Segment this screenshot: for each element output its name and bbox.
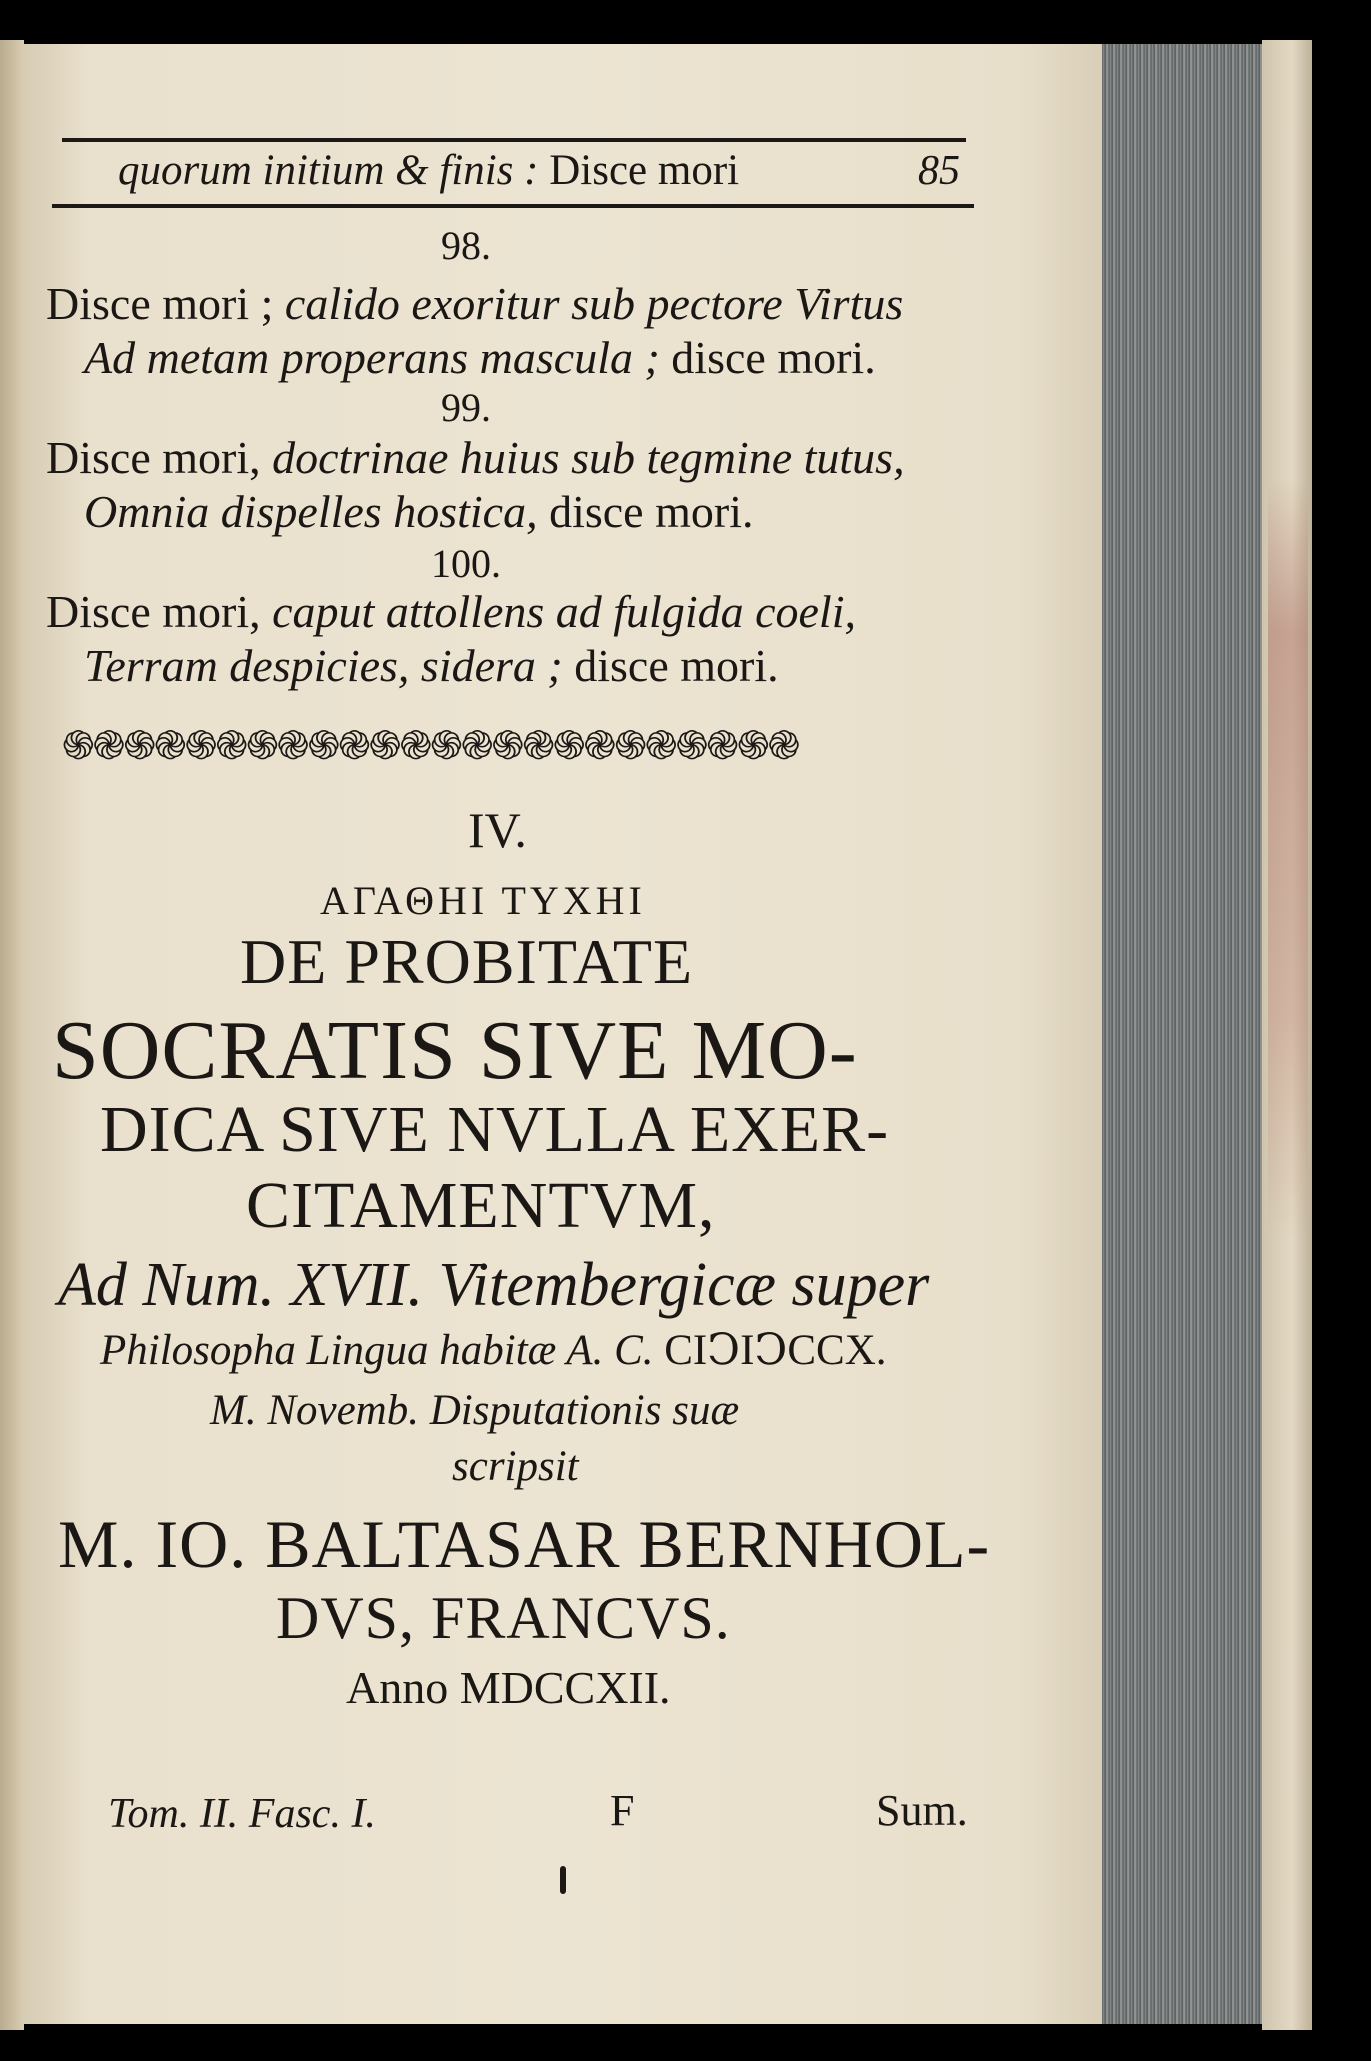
subtitle-italic: Philosopha Lingua habitæ A. C. [100,1327,665,1374]
verse-text-italic: Omnia dispelles hostica, [84,486,550,537]
verse-text-italic: doctrinae huius sub tegmine tutus, [272,432,905,483]
catchword: Sum. [876,1786,968,1835]
verse-text-roman: Disce mori, [46,586,273,637]
greek-invocation: ΑΓΑΘΗΙ ΤΥΧΗΙ [320,878,646,923]
verse-line [84,638,779,694]
verse-text-roman: disce mori. [671,332,876,383]
verse-text-italic: calido exoritur sub pectore Virtus [284,278,904,329]
title-line: SOCRATIS SIVE MO- [52,1004,858,1097]
verse-number: 99. [441,385,491,430]
verse-line [84,484,753,540]
printer-mark [560,1866,566,1894]
subtitle-roman: CIↃIↃCCX. [664,1327,887,1374]
signature-letter: F [610,1786,635,1835]
verse-text-italic: Ad metam properans mascula ; [84,332,672,383]
title-line: CITAMENTVM, [246,1169,716,1242]
subtitle-line [100,1324,887,1378]
publication-year: Anno MDCCXII. [346,1662,671,1713]
volume-reference: Tom. II. Fasc. I. [108,1791,376,1837]
typographic-ornament-band: ֍֎֍֎֍֎֍֎֍֎֍֎֍֎֍֎֍֎֍֎֍֎֍֎ [62,722,799,769]
verse-text-roman: Disce mori ; [46,278,285,329]
header-top-rule [62,138,966,142]
subtitle-line: scripsit [452,1443,579,1490]
title-line: DICA SIVE NVLLA EXER- [100,1093,890,1166]
subtitle-line: Ad Num. XVII. Vitembergicæ super [58,1251,930,1319]
verse-text-roman: disce mori. [549,486,754,537]
cover-stain [1268,480,1308,1240]
author-line: M. IO. BALTASAR BERNHOL- [58,1506,991,1582]
vellum-cover-edge [1262,40,1312,2030]
verse-text-italic: caput attollens ad fulgida coeli, [272,586,856,637]
page-number: 85 [918,148,960,194]
verse-text-italic: Terram despicies, sidera ; [84,640,575,691]
verse-line [84,330,876,386]
verse-number: 100. [431,541,501,586]
subtitle-line: M. Novemb. Disputationis suæ [210,1387,740,1434]
previous-page-edge [0,40,24,2030]
author-line: DVS, FRANCVS. [276,1585,731,1651]
header-bottom-rule [52,204,974,208]
page-block-edges [1102,44,1262,2024]
verse-text-roman: disce mori. [574,640,779,691]
title-line: DE PROBITATE [240,926,694,997]
verse-line [46,276,903,332]
running-head [118,145,739,197]
verse-number: 98. [441,223,491,268]
verse-line [46,430,905,486]
verse-text-roman: Disce mori, [46,432,273,483]
running-head-roman: Disce mori [538,147,740,194]
verse-line [46,584,856,640]
section-numeral: IV. [468,802,527,858]
running-head-italic: quorum initium & finis : [118,147,539,194]
